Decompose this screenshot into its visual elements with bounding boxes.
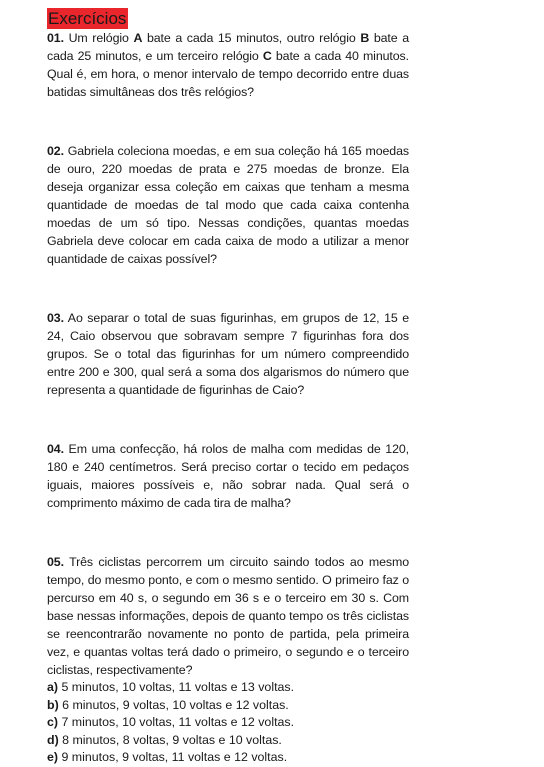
question-text: Um relógio (63, 31, 134, 45)
option-c (47, 714, 409, 732)
option-letter: e) (47, 750, 59, 765)
option-text: 6 minutos, 9 voltas, 10 voltas e 12 voltas. (58, 697, 289, 712)
question-text: Gabriela coleciona moedas, e em sua coleção há 165 moedas de ouro, 220 moedas de prata e 275 moedas de bronze. Ela deseja organizar essa coleção em caixas que tenham a mesma quantidade de moedas de tal modo que cada caixa contenha moedas de um só tipo. Nessas condições, quantas moedas Gabriela deve colocar em cada caixa de modo a utilizar a menor quantidade de caixas possível? (47, 144, 409, 266)
exercise-sheet (47, 8, 409, 767)
question-01 (47, 29, 409, 101)
question-text: bate a cada 40 minutos. Qual é, em hora, o menor intervalo de tempo decorrido entre duas batidas simultâneas dos três relógios? (47, 49, 409, 99)
clock-label-b: B (360, 31, 370, 45)
answer-options (47, 679, 409, 767)
question-text: Ao separar o total de suas figurinhas, em grupos de 12, 15 e 24, Caio observou que sobravam sempre 7 figurinhas fora dos grupos. Se o total das figurinhas for um número compreendido entre 200 e 300, qual será a soma dos algarismos do número que representa a quantidade de figurinhas de Caio? (47, 311, 409, 397)
option-letter: a) (47, 680, 59, 694)
question-05 (47, 553, 409, 679)
question-text: Três ciclistas percorrem um circuito saindo todos ao mesmo tempo, do mesmo ponto, e com o mesmo sentido. O primeiro faz o percurso em 40 s, o segundo em 36 s e o terceiro em 30 s. Com base nessas informações, depois de quanto tempo os três ciclistas se reencontrarão novamente no ponto de partida, pela primeira vez, e quantas voltas terá dado o primeiro, o segundo e o terceiro ciclistas, respectivamente? (47, 555, 409, 677)
option-d (47, 732, 409, 750)
option-b (47, 697, 409, 715)
clock-label-c: C (262, 49, 272, 63)
option-text: 7 minutos, 10 voltas, 11 voltas e 12 voltas. (58, 715, 295, 730)
option-letter: b) (47, 697, 59, 712)
question-number: 05. (47, 555, 64, 569)
clock-label-a: A (133, 31, 143, 45)
option-text: 5 minutos, 10 voltas, 11 voltas e 13 voltas. (58, 680, 295, 694)
question-number: 02. (47, 144, 64, 158)
question-number: 01. (47, 31, 64, 45)
option-letter: c) (47, 715, 59, 730)
question-number: 04. (47, 442, 64, 456)
question-03 (47, 309, 409, 399)
option-text: 9 minutos, 9 voltas, 11 voltas e 12 voltas. (58, 750, 288, 765)
option-a (47, 679, 409, 697)
question-02 (47, 142, 409, 268)
option-letter: d) (47, 732, 59, 747)
page-title: Exercícios (48, 9, 127, 28)
question-04 (47, 440, 409, 512)
question-text: bate a cada 25 minutos, e um terceiro relógio (47, 31, 409, 63)
option-text: 8 minutos, 8 voltas, 9 voltas e 10 voltas. (58, 732, 282, 747)
question-text: Em uma confecção, há rolos de malha com medidas de 120, 180 e 240 centímetros. Será preciso cortar o tecido em pedaços iguais, maiores possíveis e, não sobrar nada. Qual será o comprimento máximo de cada tira de malha? (47, 442, 409, 510)
question-text: bate a cada 15 minutos, outro relógio (142, 31, 361, 45)
question-number: 03. (47, 311, 64, 325)
option-e (47, 749, 409, 767)
